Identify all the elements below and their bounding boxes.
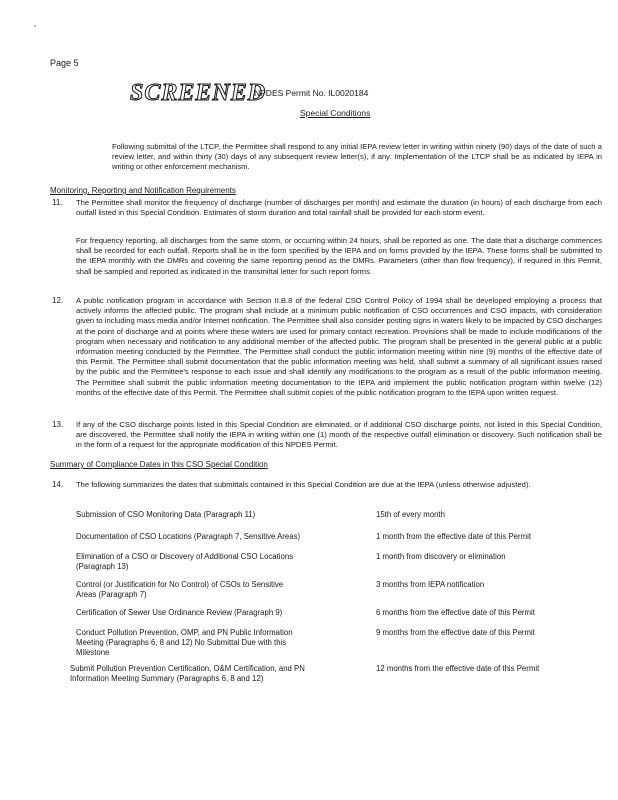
summary-item: Control (or Justification for No Control) of CSOs to Sensitive Areas (Paragraph 7) <box>76 580 284 599</box>
item11-paragraph-a: The Permittee shall monitor the frequency of discharge (number of discharges per month) and estimate the duration (in hours) of each discharge from each outfall listed in this Special Condition. Estimates of storm duration and total rainfall shall be provided for each storm event. <box>76 198 602 218</box>
summary-item: Elimination of a CSO or Discovery of Additional CSO Locations (Paragraph 13) <box>76 552 294 571</box>
item-number: 11. <box>52 198 63 207</box>
page-number: Page 5 <box>50 58 79 68</box>
summary-item: Conduct Pollution Prevention, OMP, and PN Public Information Meeting (Paragraphs 6, 8 and 12) No Submittal Due with this Milestone <box>76 628 293 657</box>
heading-monitoring: Monitoring, Reporting and Notification Requirements <box>50 186 236 195</box>
summary-item: Submission of CSO Monitoring Data (Paragraph 11) <box>76 510 256 519</box>
summary-due: 12 months from the effective date of this Permit <box>376 664 540 673</box>
item-number: 12. <box>52 296 64 305</box>
section-title: Special Conditions <box>300 108 371 118</box>
item13-paragraph: If any of the CSO discharge points listed in this Special Condition are eliminated, or if additional CSO discharge points, not listed in this Special Condition, are discovered, the Permittee shall notify the IEPA in writing within one (1) month of the respective outfall elimination or discovery. Such notification shall be in the form of a request for the appropriate modification of this NPDES Permit. <box>76 420 602 450</box>
item-number: 13. <box>52 420 64 429</box>
summary-due: 3 months from IEPA notification <box>376 580 485 589</box>
summary-item: Submit Pollution Prevention Certification, O&M Certification, and PN Information Meeting Summary (Paragraphs 6, 8 and 12) <box>70 664 305 683</box>
summary-due: 15th of every month <box>376 510 445 519</box>
item11-paragraph-b: For frequency reporting, all discharges from the same storm, or occurring within 24 hours, shall be reported as one. The date that a discharge commences shall be recorded for each outfall. Reports shall be in the form specified by the IEPA and on forms provided by the IEPA. These forms shall be submitted to the IEPA monthly with the DMRs and covering the same reporting period as the DMRs. Parameters (other than flow frequency), if required in this Permit, shall be sampled and reported as indicated in the transmittal letter for such report forms. <box>76 236 602 276</box>
item12-paragraph: A public notification program in accordance with Section II.B.8 of the federal CSO Control Policy of 1994 shall be developed employing a process that actively informs the affected public. The program shall include at a minimum public notification of CSO occurrences and CSO impacts, with consideration given to including mass media and/or Internet notification. The Permittee shall also consider posting signs in waters likely to be impacted by CSO discharges at the point of discharge and at points where these waters are used for primary contact recreation. Provisions shall be made to include modifications of the program when necessary and notification to any additional member of the affected public. The program shall be presented in the general public at a public information meeting conducted by the Permittee. The Permittee shall conduct the public information meeting within nine (9) months of the effective date of this Permit. The Permittee shall submit documentation that the public information meeting was held, shall submit a summary of all significant issues raised by the public and the Permittee's response to each issue and shall identify any modifications to the program as a result of the public information meeting. The Permittee shall submit the public information meeting documentation to the IEPA and implement the public notification program within twelve (12) months of the effective date of this Permit. The Permittee shall submit copies of the public notification program to the IEPA upon written request. <box>76 296 602 397</box>
item-number: 14. <box>52 480 64 489</box>
summary-due: 9 months from the effective date of this Permit <box>376 628 535 637</box>
intro-paragraph: Following submittal of the LTCP, the Permittee shall respond to any initial IEPA review letter in writing within ninety (90) days of the date of such a review letter, and within thirty (30) days of any subsequent review letter(s), if any. Implementation of the LTCP shall be as indicated by IEPA in writing or other enforcement mechanism. <box>112 142 602 172</box>
heading-summary: Summary of Compliance Dates in this CSO Special Condition <box>50 460 268 469</box>
summary-due: 6 months from the effective date of this Permit <box>376 608 535 617</box>
permit-number: NPDES Permit No. IL0020184 <box>254 88 369 98</box>
screened-stamp: SCREENED <box>130 80 267 106</box>
corner-mark: ʼ <box>34 24 36 34</box>
summary-item: Documentation of CSO Locations (Paragraph 7, Sensitive Areas) <box>76 532 301 541</box>
summary-item: Certification of Sewer Use Ordinance Review (Paragraph 9) <box>76 608 283 617</box>
item14-intro: The following summarizes the dates that submittals contained in this Special Condition are due at the IEPA (unless otherwise adjusted). <box>76 480 531 489</box>
summary-due: 1 month from discovery or elimination <box>376 552 506 561</box>
summary-due: 1 month from the effective date of this Permit <box>376 532 532 541</box>
